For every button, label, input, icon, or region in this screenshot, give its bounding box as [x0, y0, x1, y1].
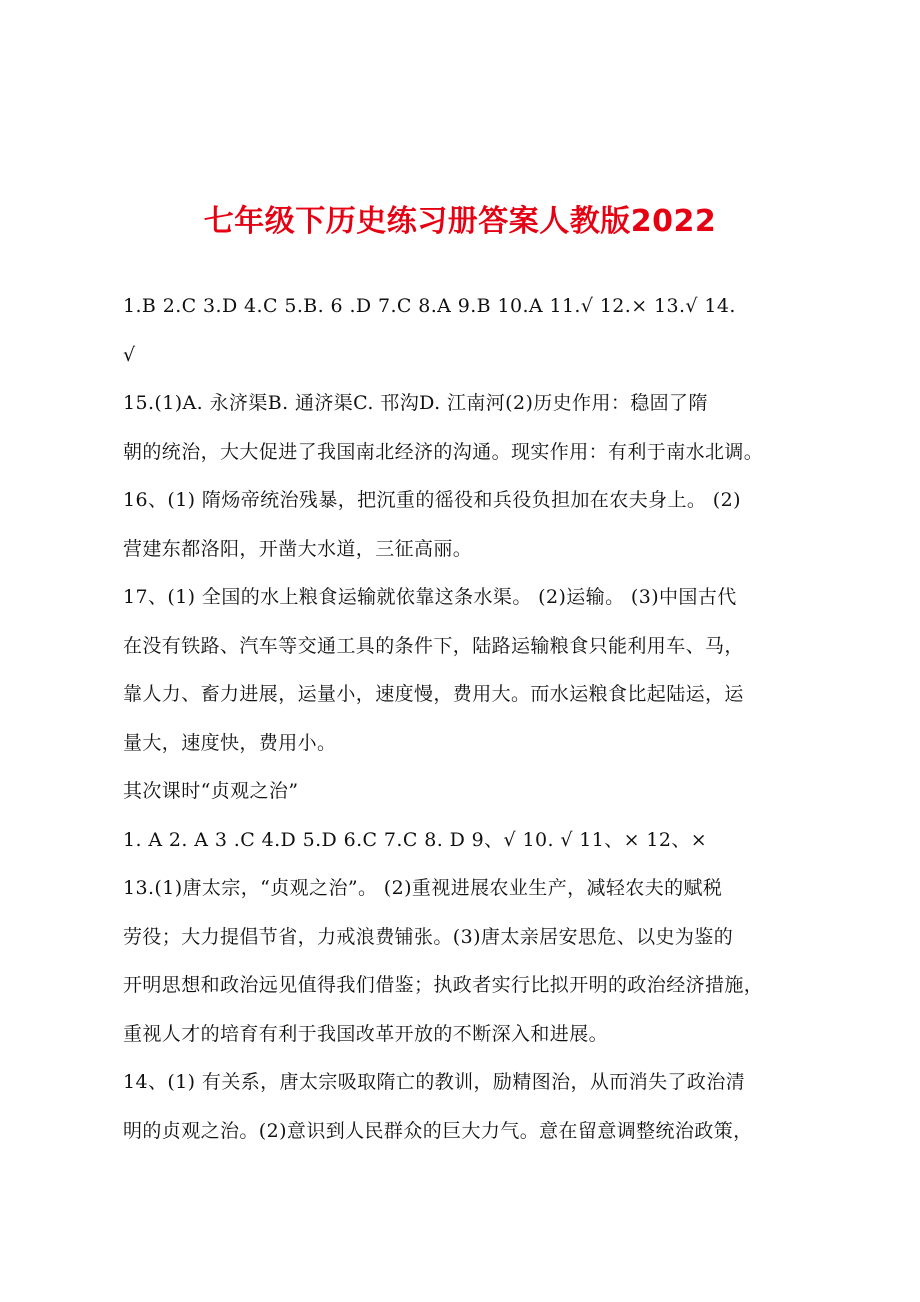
text-line: 16、(1) 隋炀帝统治残暴，把沉重的徭役和兵役负担加在农夫身上。 (2): [123, 489, 741, 511]
text-line: 1.B 2.C 3.D 4.C 5.B. 6 .D 7.C 8.A 9.B 10.A 11.√ 12.× 13.√ 14.: [123, 295, 736, 317]
text-line: 明的贞观之治。(2)意识到人民群众的巨大力气。意在留意调整统治政策，: [123, 1119, 753, 1142]
text-line: 营建东都洛阳，开凿大水道，三征高丽。: [123, 537, 473, 560]
text-line: 开明思想和政治远见值得我们借鉴；执政者实行比拟开明的政治经济措施，: [123, 974, 764, 996]
text-line: 在没有铁路、汽车等交通工具的条件下，陆路运输粮食只能利用车、马，: [123, 634, 744, 657]
text-line: 15.(1)A. 永济渠B. 通济渠C. 邗沟D. 江南河(2)历史作用：稳固了隋: [123, 392, 708, 414]
text-line: 朝的统治，大大促进了我国南北经济的沟通。现实作用：有利于南水北调。: [123, 440, 764, 463]
text-line: 劳役；大力提倡节省，力戒浪费铺张。(3)唐太亲居安思危、以史为鉴的: [123, 925, 734, 948]
section-heading: 其次课时“贞观之治”: [123, 780, 299, 802]
text-line: 重视人才的培育有利于我国改革开放的不断深入和进展。: [123, 1022, 609, 1045]
text-line: 14、(1) 有关系，唐太宗吸取隋亡的教训，励精图治，从而消失了政治清: [123, 1071, 746, 1093]
text-line: 靠人力、畜力进展，运量小，速度慢，费用大。而水运粮食比起陆运，运: [123, 683, 744, 705]
document-title: 七年级下历史练习册答案人教版2022: [203, 204, 717, 239]
text-line: 13.(1)唐太宗，“贞观之治”。 (2)重视进展农业生产，减轻农夫的赋税: [123, 877, 723, 899]
text-line: 1. A 2. A 3 .C 4.D 5.D 6.C 7.C 8. D 9、√ 10. √ 11、× 12、×: [123, 828, 708, 851]
text-line: 17、(1) 全国的水上粮食运输就依靠这条水渠。 (2)运输。 (3)中国古代: [123, 586, 737, 608]
text-line: 量大，速度快，费用小。: [123, 731, 337, 754]
document-body: [123, 282, 803, 1155]
text-line: √: [123, 343, 136, 366]
